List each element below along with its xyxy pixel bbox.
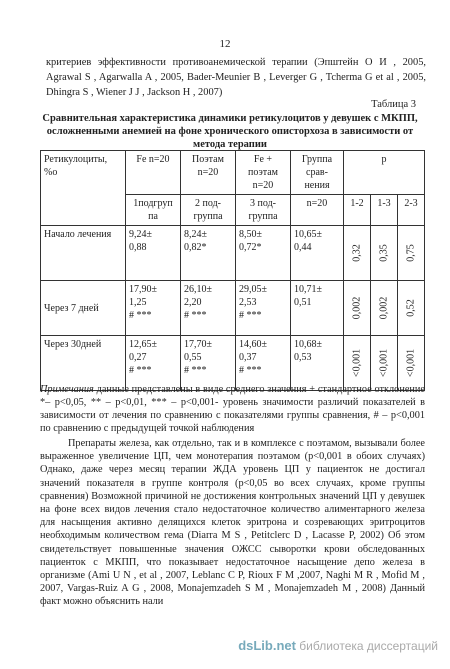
p-value-cell: <0,001 bbox=[371, 336, 398, 391]
table-cell: 14,60± 0,37 # *** bbox=[236, 336, 291, 391]
p-value-cell: 0,002 bbox=[344, 281, 371, 336]
row-label: Через 7 дней bbox=[41, 281, 126, 336]
table-caption: Сравнительная характеристика динамики ретикулоцитов у девушек с МКПП, осложненными анемией на фоне хронического описторхоза в зависимости от метода терапии bbox=[42, 113, 418, 150]
table-row bbox=[41, 226, 425, 281]
page-number: 12 bbox=[219, 38, 231, 50]
note-text: данные представлены в виде среднего значения + стандартное отклонение *– р<0,05, ** – р<0,01, *** – р<0,001- уровень значимости различий показателей в зависимости от лечения по сравнению с показателями группы сравнения, # – р<0,001 по сравнению с предыдущей точкой наблюдения bbox=[40, 384, 425, 434]
table-cell: 29,05± 2,53 # *** bbox=[236, 281, 291, 336]
header-poetam: Поэтам n=20 bbox=[181, 151, 236, 195]
table-cell: 17,90± 1,25 # *** bbox=[126, 281, 181, 336]
table-cell: 17,70± 0,55 # *** bbox=[181, 336, 236, 391]
table-cell: 10,71± 0,51 bbox=[291, 281, 344, 336]
p-value-cell: 0,35 bbox=[371, 226, 398, 281]
header-p23: 2-3 bbox=[398, 195, 425, 226]
p-value-cell: 0,002 bbox=[371, 281, 398, 336]
p-value-cell: <0,001 bbox=[398, 336, 425, 391]
p-value-cell: 0,32 bbox=[344, 226, 371, 281]
p-value-cell: 0,52 bbox=[398, 281, 425, 336]
p-value-cell: <0,001 bbox=[344, 336, 371, 391]
watermark bbox=[238, 638, 438, 653]
table-cell: 8,24± 0,82* bbox=[181, 226, 236, 281]
header-subgroup-2: 2 под-группа bbox=[181, 195, 236, 226]
header-p: р bbox=[344, 151, 425, 195]
row-label: Через 30дней bbox=[41, 336, 126, 391]
header-reticulocytes: Ретикулоциты, %о bbox=[41, 151, 126, 226]
reticulocyte-table bbox=[40, 150, 425, 391]
table-cell: 10,68± 0,53 bbox=[291, 336, 344, 391]
row-label: Начало лечения bbox=[41, 226, 126, 281]
body-paragraph: Препараты железа, как отдельно, так и в комплексе с поэтамом, вызывали более выраженное увеличение ЦП, чем монотерапия поэтамом (р<0,001 в обоих случаях) Однако, даже через месяц терапии ЖДА уровень ЦП у пациенток не достигал значений показателя в группе контроля (р<0,05 во всех случаях, кроме группы сравнения) Возможной причиной не достижения контрольных значений ЦП у девушек на фоне всех видов лечения стало недостаточное количество алиментарного железа для насыщения активно делящихся клеток эритрона и созревающих эритроцитов необходимым количеством гема (Diarra M S , Petitclerc D , Lacasse P, 2002) Об этом свидетельствует повышенные значения ОЖСС сыворотки крови обследованных пациенток с МКПП, что показывает недостаточное насыщение депо железа в организме (Ami U N , et al , 2007, Leblanc C P, Rioux F M ,2007, Naghi M R , Mofid M , 2007, Vargas-Ruiz A G , 2008, Monajemzadeh S M , Monajemzadeh M , 2008) Данный факт можно объяснить нали bbox=[40, 438, 425, 608]
note-label: Примечания bbox=[40, 384, 94, 395]
header-comparison-group: Группа срав-нения bbox=[291, 151, 344, 195]
table-cell: 26,10± 2,20 # *** bbox=[181, 281, 236, 336]
table-cell: 8,50± 0,72* bbox=[236, 226, 291, 281]
header-fe-poetam: Fe + поэтам n=20 bbox=[236, 151, 291, 195]
table-note bbox=[40, 383, 425, 435]
header-fe: Fe n=20 bbox=[126, 151, 181, 195]
table-label: Таблица 3 bbox=[371, 99, 416, 110]
table-row bbox=[41, 281, 425, 336]
table-cell: 9,24± 0,88 bbox=[126, 226, 181, 281]
header-subgroup-3: 3 под-группа bbox=[236, 195, 291, 226]
table-cell: 12,65± 0,27 # *** bbox=[126, 336, 181, 391]
header-subgroup-1: 1подгруп па bbox=[126, 195, 181, 226]
body-text bbox=[40, 437, 425, 609]
p-value-cell: 0,75 bbox=[398, 226, 425, 281]
watermark-logo: dsLib.net bbox=[238, 638, 296, 653]
header-p12: 1-2 bbox=[344, 195, 371, 226]
table-cell: 10,65± 0,44 bbox=[291, 226, 344, 281]
header-n: n=20 bbox=[291, 195, 344, 226]
reference-paragraph: критериев эффективности противоанемической терапии (Эпштейн О И , 2005, Agrawal S , Agarwalla A , 2005, Bader-Meunier B , Leverger G , Tcherma G et al , 2005, Dhingra S , Wiener J J , Jackson H , 2007) bbox=[46, 57, 426, 98]
watermark-text: библиотека диссертаций bbox=[295, 639, 438, 653]
header-p13: 1-3 bbox=[371, 195, 398, 226]
